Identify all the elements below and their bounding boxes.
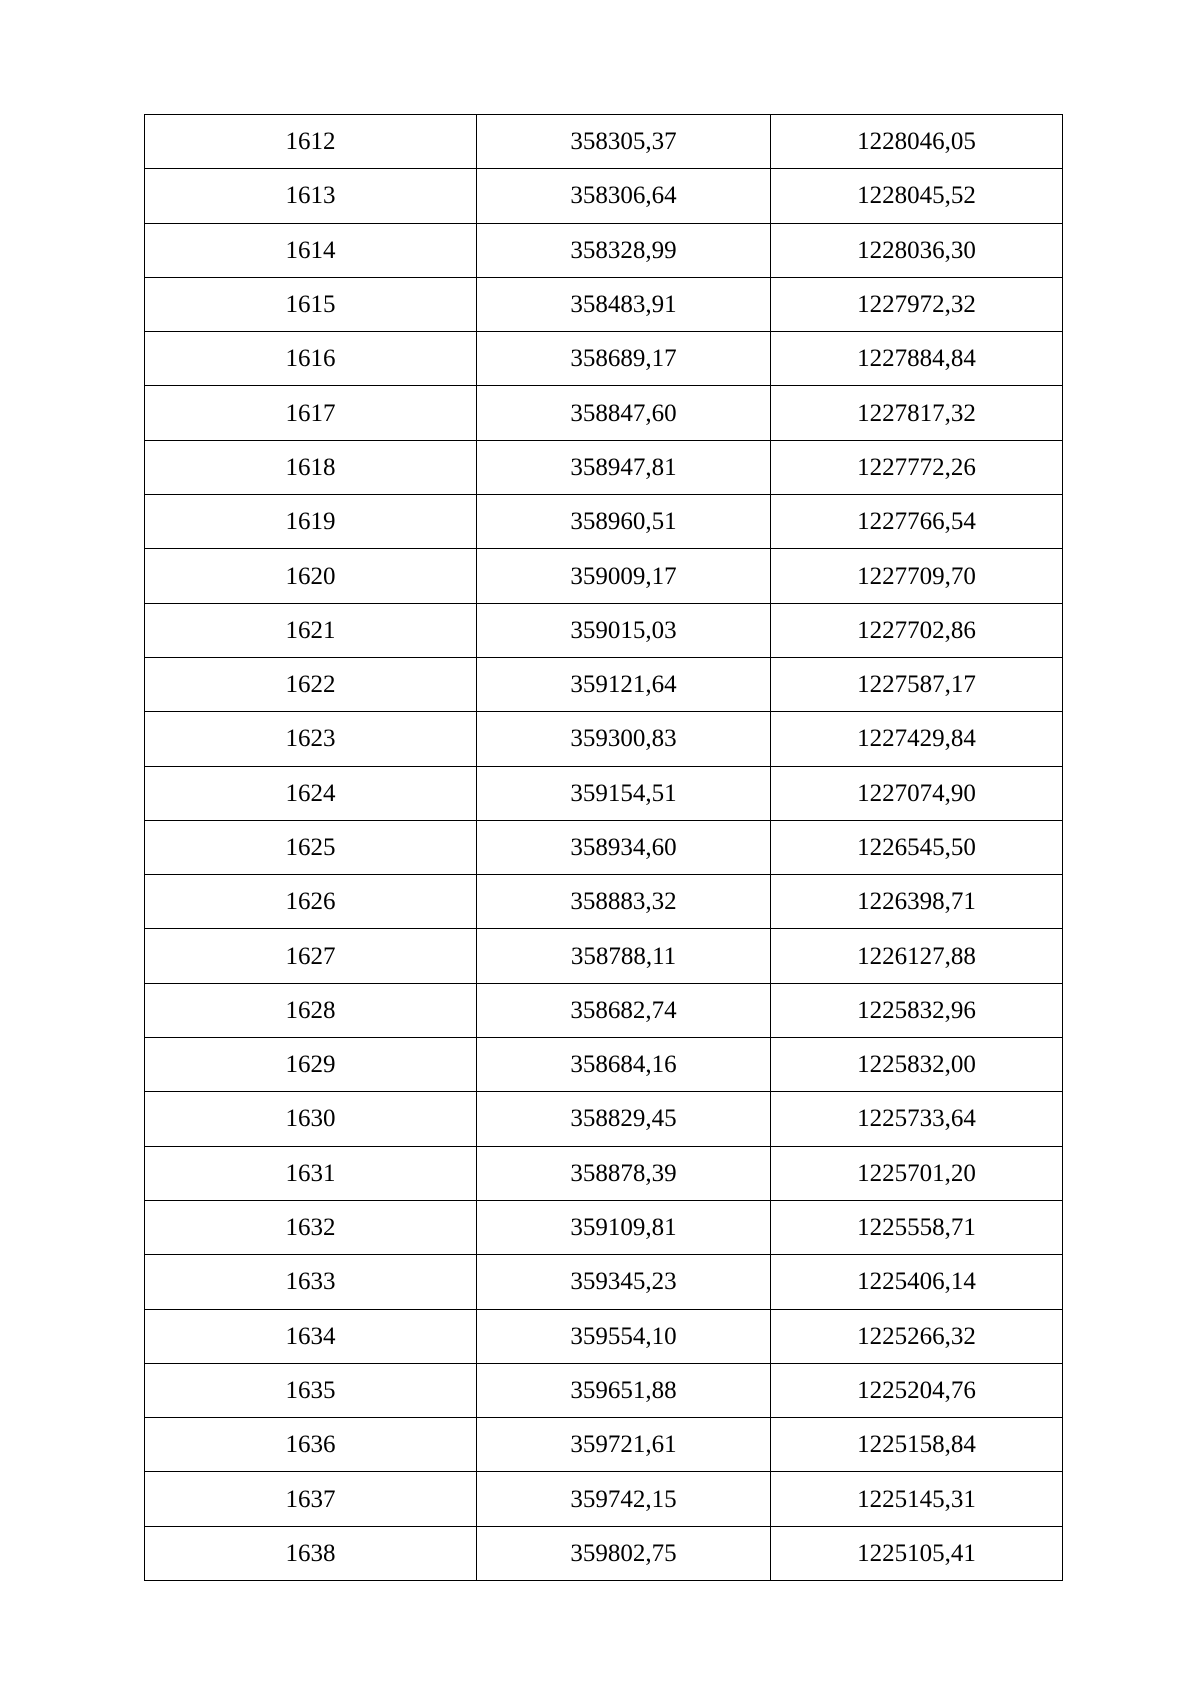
x-coordinate-cell: 358947,81 bbox=[477, 440, 771, 494]
table-row bbox=[145, 495, 1063, 549]
table-row bbox=[145, 1526, 1063, 1580]
x-coordinate-cell: 359345,23 bbox=[477, 1255, 771, 1309]
y-coordinate-cell: 1227772,26 bbox=[771, 440, 1063, 494]
y-coordinate-cell: 1227884,84 bbox=[771, 332, 1063, 386]
x-coordinate-cell: 358689,17 bbox=[477, 332, 771, 386]
x-coordinate-cell: 358306,64 bbox=[477, 169, 771, 223]
point-number-cell: 1615 bbox=[145, 277, 477, 331]
point-number-cell: 1616 bbox=[145, 332, 477, 386]
point-number-cell: 1624 bbox=[145, 766, 477, 820]
table-row bbox=[145, 1418, 1063, 1472]
point-number-cell: 1620 bbox=[145, 549, 477, 603]
y-coordinate-cell: 1225558,71 bbox=[771, 1200, 1063, 1254]
table-row bbox=[145, 929, 1063, 983]
point-number-cell: 1613 bbox=[145, 169, 477, 223]
point-number-cell: 1622 bbox=[145, 657, 477, 711]
point-number-cell: 1628 bbox=[145, 983, 477, 1037]
point-number-cell: 1621 bbox=[145, 603, 477, 657]
point-number-cell: 1618 bbox=[145, 440, 477, 494]
point-number-cell: 1631 bbox=[145, 1146, 477, 1200]
point-number-cell: 1635 bbox=[145, 1363, 477, 1417]
table-row bbox=[145, 1038, 1063, 1092]
table-row bbox=[145, 657, 1063, 711]
y-coordinate-cell: 1225701,20 bbox=[771, 1146, 1063, 1200]
y-coordinate-cell: 1227429,84 bbox=[771, 712, 1063, 766]
table-row bbox=[145, 440, 1063, 494]
point-number-cell: 1612 bbox=[145, 115, 477, 169]
y-coordinate-cell: 1225733,64 bbox=[771, 1092, 1063, 1146]
point-number-cell: 1626 bbox=[145, 875, 477, 929]
table-row bbox=[145, 1255, 1063, 1309]
coordinates-table-body bbox=[145, 115, 1063, 1581]
table-row bbox=[145, 1472, 1063, 1526]
y-coordinate-cell: 1225406,14 bbox=[771, 1255, 1063, 1309]
point-number-cell: 1623 bbox=[145, 712, 477, 766]
table-row bbox=[145, 1309, 1063, 1363]
point-number-cell: 1634 bbox=[145, 1309, 477, 1363]
y-coordinate-cell: 1225204,76 bbox=[771, 1363, 1063, 1417]
table-row bbox=[145, 386, 1063, 440]
x-coordinate-cell: 358328,99 bbox=[477, 223, 771, 277]
x-coordinate-cell: 358483,91 bbox=[477, 277, 771, 331]
x-coordinate-cell: 358934,60 bbox=[477, 820, 771, 874]
point-number-cell: 1619 bbox=[145, 495, 477, 549]
x-coordinate-cell: 358878,39 bbox=[477, 1146, 771, 1200]
table-row bbox=[145, 1363, 1063, 1417]
y-coordinate-cell: 1228045,52 bbox=[771, 169, 1063, 223]
x-coordinate-cell: 358883,32 bbox=[477, 875, 771, 929]
y-coordinate-cell: 1225266,32 bbox=[771, 1309, 1063, 1363]
x-coordinate-cell: 359651,88 bbox=[477, 1363, 771, 1417]
point-number-cell: 1638 bbox=[145, 1526, 477, 1580]
x-coordinate-cell: 359802,75 bbox=[477, 1526, 771, 1580]
y-coordinate-cell: 1226545,50 bbox=[771, 820, 1063, 874]
x-coordinate-cell: 358305,37 bbox=[477, 115, 771, 169]
x-coordinate-cell: 358684,16 bbox=[477, 1038, 771, 1092]
x-coordinate-cell: 359109,81 bbox=[477, 1200, 771, 1254]
x-coordinate-cell: 358847,60 bbox=[477, 386, 771, 440]
x-coordinate-cell: 359742,15 bbox=[477, 1472, 771, 1526]
x-coordinate-cell: 359009,17 bbox=[477, 549, 771, 603]
y-coordinate-cell: 1227766,54 bbox=[771, 495, 1063, 549]
y-coordinate-cell: 1226127,88 bbox=[771, 929, 1063, 983]
y-coordinate-cell: 1225832,96 bbox=[771, 983, 1063, 1037]
table-row bbox=[145, 875, 1063, 929]
coordinates-table bbox=[144, 114, 1063, 1581]
point-number-cell: 1637 bbox=[145, 1472, 477, 1526]
x-coordinate-cell: 358682,74 bbox=[477, 983, 771, 1037]
y-coordinate-cell: 1225145,31 bbox=[771, 1472, 1063, 1526]
point-number-cell: 1625 bbox=[145, 820, 477, 874]
point-number-cell: 1633 bbox=[145, 1255, 477, 1309]
point-number-cell: 1636 bbox=[145, 1418, 477, 1472]
table-row bbox=[145, 1146, 1063, 1200]
table-row bbox=[145, 766, 1063, 820]
x-coordinate-cell: 358829,45 bbox=[477, 1092, 771, 1146]
y-coordinate-cell: 1225158,84 bbox=[771, 1418, 1063, 1472]
x-coordinate-cell: 359300,83 bbox=[477, 712, 771, 766]
y-coordinate-cell: 1225105,41 bbox=[771, 1526, 1063, 1580]
y-coordinate-cell: 1228036,30 bbox=[771, 223, 1063, 277]
table-row bbox=[145, 169, 1063, 223]
point-number-cell: 1630 bbox=[145, 1092, 477, 1146]
y-coordinate-cell: 1225832,00 bbox=[771, 1038, 1063, 1092]
y-coordinate-cell: 1228046,05 bbox=[771, 115, 1063, 169]
y-coordinate-cell: 1227074,90 bbox=[771, 766, 1063, 820]
point-number-cell: 1617 bbox=[145, 386, 477, 440]
y-coordinate-cell: 1227817,32 bbox=[771, 386, 1063, 440]
y-coordinate-cell: 1227587,17 bbox=[771, 657, 1063, 711]
x-coordinate-cell: 359554,10 bbox=[477, 1309, 771, 1363]
point-number-cell: 1614 bbox=[145, 223, 477, 277]
table-row bbox=[145, 603, 1063, 657]
table-row bbox=[145, 115, 1063, 169]
x-coordinate-cell: 359015,03 bbox=[477, 603, 771, 657]
y-coordinate-cell: 1227702,86 bbox=[771, 603, 1063, 657]
table-row bbox=[145, 277, 1063, 331]
table-row bbox=[145, 712, 1063, 766]
table-row bbox=[145, 983, 1063, 1037]
x-coordinate-cell: 358788,11 bbox=[477, 929, 771, 983]
x-coordinate-cell: 358960,51 bbox=[477, 495, 771, 549]
table-row bbox=[145, 549, 1063, 603]
x-coordinate-cell: 359721,61 bbox=[477, 1418, 771, 1472]
y-coordinate-cell: 1227972,32 bbox=[771, 277, 1063, 331]
table-row bbox=[145, 1092, 1063, 1146]
x-coordinate-cell: 359154,51 bbox=[477, 766, 771, 820]
y-coordinate-cell: 1227709,70 bbox=[771, 549, 1063, 603]
point-number-cell: 1632 bbox=[145, 1200, 477, 1254]
table-row bbox=[145, 332, 1063, 386]
x-coordinate-cell: 359121,64 bbox=[477, 657, 771, 711]
table-row bbox=[145, 1200, 1063, 1254]
point-number-cell: 1627 bbox=[145, 929, 477, 983]
point-number-cell: 1629 bbox=[145, 1038, 477, 1092]
table-row bbox=[145, 820, 1063, 874]
y-coordinate-cell: 1226398,71 bbox=[771, 875, 1063, 929]
table-row bbox=[145, 223, 1063, 277]
